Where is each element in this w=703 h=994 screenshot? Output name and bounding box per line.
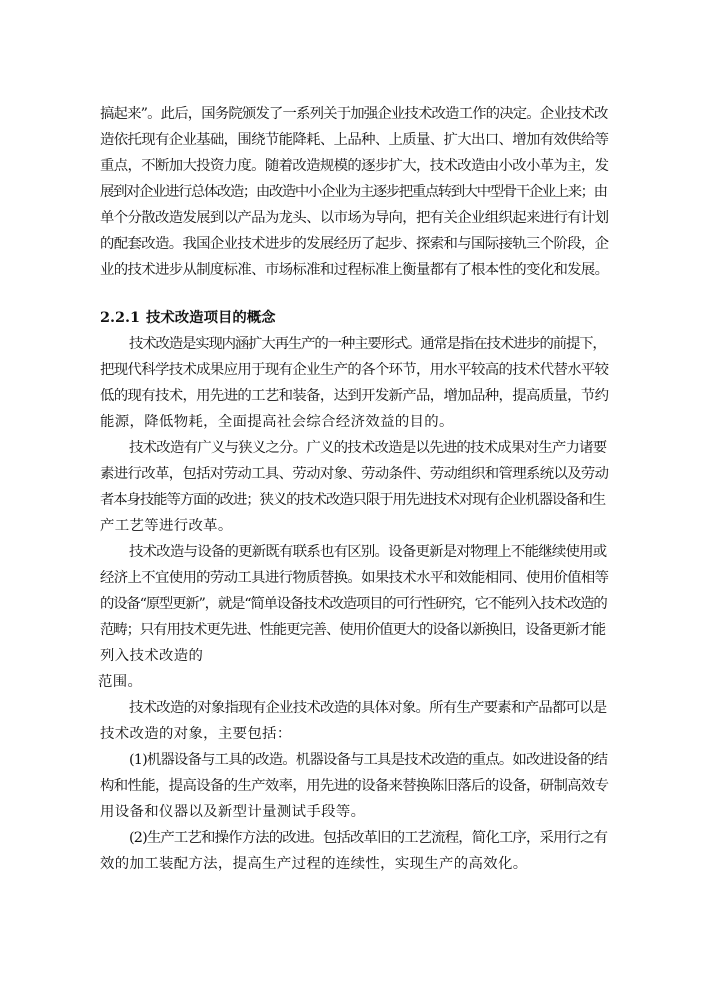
text-line: 能源，降低物耗，全面提高社会综合经济效益的目的。: [100, 414, 454, 430]
text-line: (1)机器设备与工具的改造。机器设备与工具是技术改造的重点。如改进设备的结: [129, 752, 608, 768]
section-title: 技术改造项目的概念: [146, 309, 276, 326]
text-line: 范围。: [98, 674, 143, 690]
text-line: 造依托现有企业基础，围绕节能降耗、上品种、上质量、扩大出口、增加有效供给等: [100, 132, 609, 148]
text-line: 技术改造与设备的更新既有联系也有区别。设备更新是对物理上不能继续使用或: [129, 544, 607, 560]
paragraph-continuation: [98, 669, 606, 695]
text-line: 范畴；只有用技术更先进、性能更完善、使用价值更大的设备以新换旧，设备更新才能: [100, 622, 606, 638]
text-line: 的配套改造。我国企业技术进步的发展经历了起步、探索和与国际接轨三个阶段，企: [100, 236, 609, 252]
paragraph: [100, 825, 608, 877]
text-line: 技术改造有广义与狭义之分。广义的技术改造是以先进的技术成果对生产力诸要: [129, 440, 607, 456]
text-line: 技术改造是实现内涵扩大再生产的一种主要形式。通常是指在技术进步的前提下，: [129, 336, 606, 352]
intro-paragraph: [100, 101, 608, 283]
text-line: 的设备“原型更新”，就是“简单设备技术改造项目的可行性研究，它不能列入技术改造的: [100, 596, 607, 612]
paragraph: [100, 747, 608, 825]
text-line: 搞起来”。此后，国务院颁发了一系列关于加强企业技术改造工作的决定。企业技术改: [100, 106, 608, 122]
text-line: 单个分散改造发展到以产品为龙头、以市场为导向，把有关企业组织起来进行有计划: [100, 210, 609, 226]
paragraph: [100, 539, 608, 669]
text-line: 产工艺等进行改革。: [100, 518, 233, 534]
text-line: 素进行改革，包括对劳动工具、劳动对象、劳动条件、劳动组织和管理系统以及劳动: [100, 466, 609, 482]
text-line: 经济上不宜使用的劳动工具进行物质替换。如果技术水平和效能相同、使用价值相等: [100, 570, 609, 586]
text-line: 业的技术进步从制度标准、市场标准和过程标准上衡量都有了根本性的变化和发展。: [100, 262, 609, 278]
text-line: 重点，不断加大投资力度。随着改造规模的逐步扩大，技术改造由小改小革为主，发: [100, 158, 609, 174]
section-number: 2.2.1: [100, 309, 141, 326]
text-line: 技术改造的对象，主要包括：: [100, 726, 292, 742]
paragraph: [100, 435, 608, 539]
paragraph: [100, 695, 608, 747]
text-line: 者本身技能等方面的改进；狭义的技术改造只限于用先进技术对现有企业机器设备和生: [100, 492, 606, 508]
text-line: 用设备和仪器以及新型计量测试手段等。: [100, 804, 366, 820]
text-line: 把现代科学技术成果应用于现有企业生产的各个环节，用水平较高的技术代替水平较: [100, 362, 609, 378]
text-line: 展到对企业进行总体改造；由改造中小企业为主逐步把重点转到大中型骨干企业上来；由: [100, 184, 607, 200]
text-line: 效的加工装配方法，提高生产过程的连续性，实现生产的高效化。: [100, 856, 528, 872]
text-line: 技术改造的对象指现有企业技术改造的具体对象。所有生产要素和产品都可以是: [129, 700, 607, 716]
text-line: (2)生产工艺和操作方法的改进。包括改革旧的工艺流程，简化工序，采用行之有: [129, 830, 608, 846]
paragraph: [100, 331, 608, 435]
section-heading: [100, 305, 608, 331]
text-line: 构和性能，提高设备的生产效率，用先进的设备来替换陈旧落后的设备，研制高效专: [100, 778, 609, 794]
text-line: 低的现有技术，用先进的工艺和装备，达到开发新产品，增加品种，提高质量，节约: [100, 388, 609, 404]
text-line: 列入技术改造的: [100, 648, 204, 664]
